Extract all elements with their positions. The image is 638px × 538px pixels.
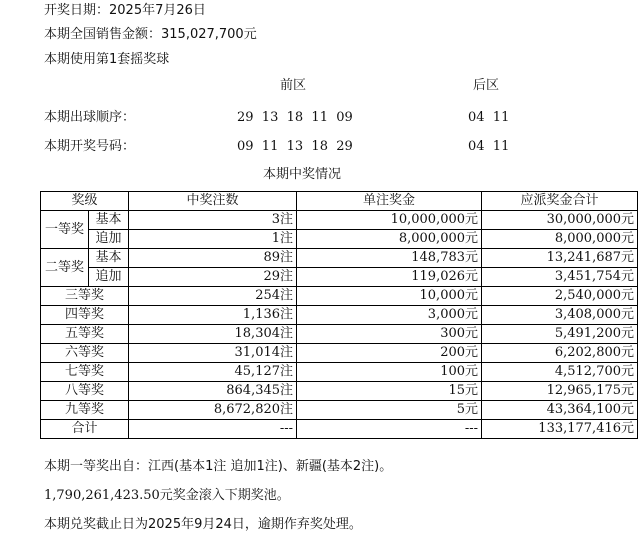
- table-row: [41, 325, 638, 344]
- prize-cell: 200元: [297, 344, 482, 363]
- prize-cell: 15元: [297, 382, 482, 401]
- front-zone-label: 前区: [280, 78, 307, 93]
- rollover-note: 1,790,261,423.50元奖金滚入下期奖池。: [44, 488, 290, 503]
- total-cell: 30,000,000元: [482, 211, 638, 230]
- count-cell: 1注: [129, 230, 297, 249]
- draw-order-label: 本期出球顺序：: [44, 110, 136, 125]
- count-cell: 8,672,820注: [129, 401, 297, 420]
- sub-level-cell: 基本: [89, 211, 129, 230]
- total-cell: 8,000,000元: [482, 230, 638, 249]
- sales-amount: 本期全国销售金额：315,027,700元: [44, 27, 257, 42]
- sub-level-cell: 追加: [89, 230, 129, 249]
- winning-back-numbers: 04 11: [468, 139, 510, 154]
- count-cell: 89注: [129, 249, 297, 268]
- count-cell: 45,127注: [129, 363, 297, 382]
- sub-level-cell: 基本: [89, 249, 129, 268]
- winning-front-numbers: 09 11 13 18 29: [237, 139, 353, 154]
- draw-order-front-numbers: 29 13 18 11 09: [237, 110, 353, 125]
- count-cell: 31,014注: [129, 344, 297, 363]
- total-cell: 12,965,175元: [482, 382, 638, 401]
- prize-cell: 3,000元: [297, 306, 482, 325]
- table-row: [41, 306, 638, 325]
- total-cell: 13,241,687元: [482, 249, 638, 268]
- level-cell: 六等奖: [41, 344, 129, 363]
- table-row: [41, 363, 638, 382]
- table-row: [41, 344, 638, 363]
- level-cell: 八等奖: [41, 382, 129, 401]
- header-total: 应派奖金合计: [482, 192, 638, 211]
- table-total-row: [41, 420, 638, 439]
- count-cell: 3注: [129, 211, 297, 230]
- prize-cell: 148,783元: [297, 249, 482, 268]
- total-prize-cell: ---: [297, 420, 482, 439]
- redemption-deadline-note: 本期兑奖截止日为2025年9月24日，逾期作弃奖处理。: [44, 517, 362, 532]
- total-cell: 3,408,000元: [482, 306, 638, 325]
- total-count-cell: ---: [129, 420, 297, 439]
- total-cell: 4,512,700元: [482, 363, 638, 382]
- level-cell: 五等奖: [41, 325, 129, 344]
- level-cell: 二等奖: [41, 249, 89, 287]
- table-row: [41, 268, 638, 287]
- prize-cell: 10,000元: [297, 287, 482, 306]
- total-level-cell: 合计: [41, 420, 129, 439]
- prize-cell: 300元: [297, 325, 482, 344]
- header-level: 奖级: [41, 192, 129, 211]
- table-header-row: [41, 192, 638, 211]
- prize-cell: 8,000,000元: [297, 230, 482, 249]
- first-prize-origin-note: 本期一等奖出自：江西(基本1注 追加1注)、新疆(基本2注)。: [44, 459, 393, 474]
- count-cell: 864,345注: [129, 382, 297, 401]
- ball-set-info: 本期使用第1套摇奖球: [44, 52, 170, 67]
- table-row: [41, 211, 638, 230]
- count-cell: 1,136注: [129, 306, 297, 325]
- level-cell: 一等奖: [41, 211, 89, 249]
- level-cell: 四等奖: [41, 306, 129, 325]
- grand-total-cell: 133,177,416元: [482, 420, 638, 439]
- count-cell: 254注: [129, 287, 297, 306]
- winning-numbers-label: 本期开奖号码：: [44, 139, 136, 154]
- draw-date: 开奖日期：2025年7月26日: [44, 3, 206, 18]
- prize-cell: 5元: [297, 401, 482, 420]
- back-zone-label: 后区: [473, 78, 500, 93]
- prize-cell: 100元: [297, 363, 482, 382]
- total-cell: 5,491,200元: [482, 325, 638, 344]
- sub-level-cell: 追加: [89, 268, 129, 287]
- prize-table: [40, 191, 638, 439]
- count-cell: 18,304注: [129, 325, 297, 344]
- level-cell: 七等奖: [41, 363, 129, 382]
- table-row: [41, 249, 638, 268]
- count-cell: 29注: [129, 268, 297, 287]
- level-cell: 九等奖: [41, 401, 129, 420]
- table-row: [41, 401, 638, 420]
- total-cell: 43,364,100元: [482, 401, 638, 420]
- total-cell: 6,202,800元: [482, 344, 638, 363]
- total-cell: 2,540,000元: [482, 287, 638, 306]
- header-count: 中奖注数: [129, 192, 297, 211]
- draw-order-back-numbers: 04 11: [468, 110, 510, 125]
- table-row: [41, 287, 638, 306]
- prize-cell: 10,000,000元: [297, 211, 482, 230]
- prize-table-caption: 本期中奖情况: [262, 167, 341, 182]
- table-row: [41, 230, 638, 249]
- header-prize: 单注奖金: [297, 192, 482, 211]
- level-cell: 三等奖: [41, 287, 129, 306]
- prize-cell: 119,026元: [297, 268, 482, 287]
- total-cell: 3,451,754元: [482, 268, 638, 287]
- table-row: [41, 382, 638, 401]
